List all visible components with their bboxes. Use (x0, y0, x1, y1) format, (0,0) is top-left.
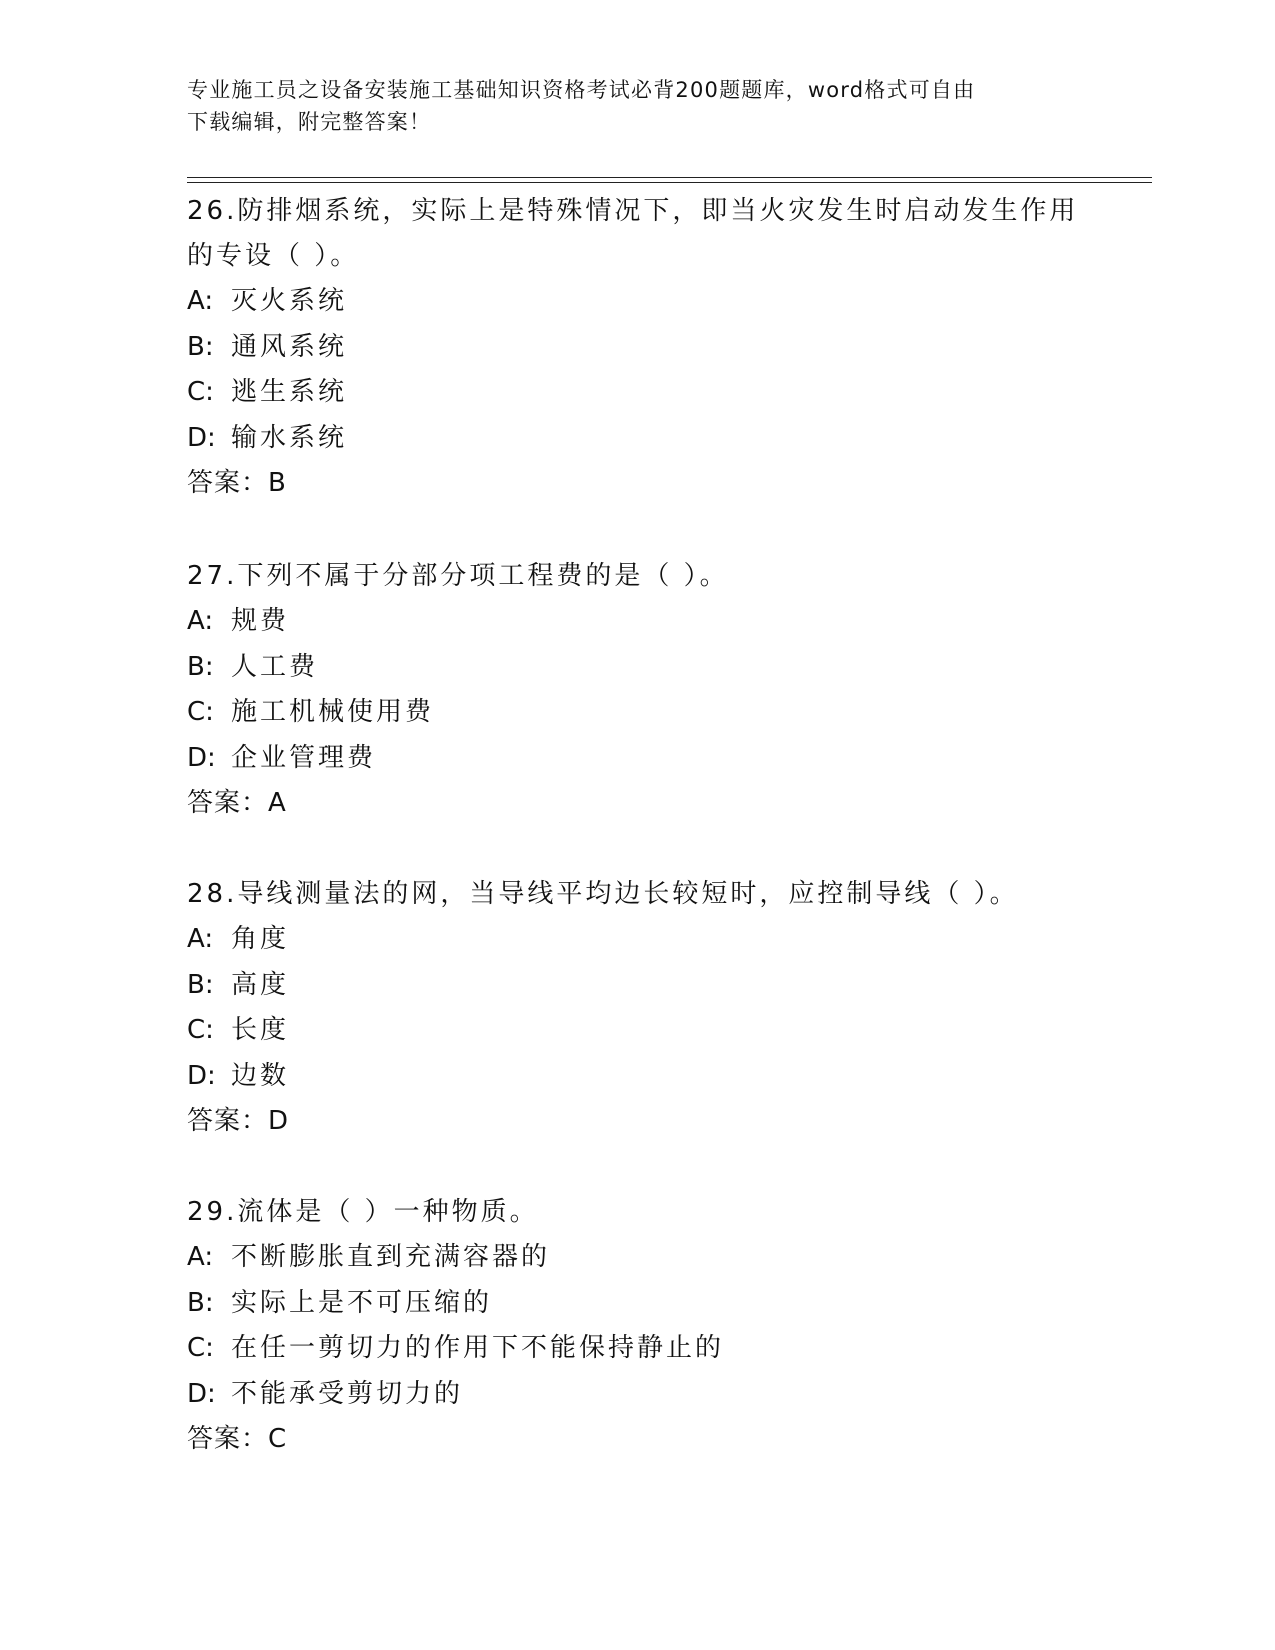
option-text: 通风系统 (231, 331, 348, 362)
option-letter: B: (187, 331, 214, 362)
option-text: 规费 (231, 606, 290, 636)
option-letter: A: (187, 286, 214, 316)
option-text: 在任一剪切力的作用下不能保持静止的 (231, 1333, 725, 1363)
option-letter: C: (187, 697, 214, 727)
option-letter: A: (187, 1242, 214, 1272)
option-letter: A: (187, 924, 214, 954)
option-c (187, 690, 1087, 736)
option-b (187, 963, 1087, 1009)
question-stem-line-1: 28.导线测量法的网，当导线平均边长较短时，应控制导线（ ）。 (187, 879, 1019, 909)
answer-line (187, 781, 1087, 827)
option-c (187, 1008, 1087, 1054)
option-a (187, 917, 1087, 963)
option-text: 角度 (231, 924, 290, 954)
option-text: 不断膨胀直到充满容器的 (231, 1242, 551, 1272)
option-letter: C: (187, 377, 214, 407)
answer-line (187, 461, 1087, 507)
answer-value: B (268, 468, 287, 498)
intro-line-2: 下载编辑，附完整答案！ (187, 110, 432, 134)
header-divider-top (187, 177, 1152, 178)
intro-line-1: 专业施工员之设备安装施工基础知识资格考试必背200题题库，word格式可自由 (187, 78, 976, 102)
answer-value: C (268, 1424, 288, 1454)
option-text: 施工机械使用费 (231, 697, 435, 727)
option-d (187, 1054, 1087, 1100)
option-text: 长度 (231, 1015, 290, 1045)
document-intro (187, 74, 1067, 138)
option-b (187, 1281, 1087, 1327)
question-26 (187, 189, 1087, 507)
question-29 (187, 1190, 1087, 1463)
question-stem-line-2: 的专设（ ）。 (187, 241, 360, 271)
option-text: 逃生系统 (231, 377, 348, 407)
answer-line (187, 1417, 1087, 1463)
option-letter: C: (187, 1015, 214, 1045)
option-text: 灭火系统 (231, 286, 348, 316)
option-text: 边数 (231, 1060, 290, 1091)
option-d (187, 736, 1087, 782)
option-letter: D: (187, 742, 216, 773)
option-text: 企业管理费 (231, 742, 377, 773)
question-stem-line-1: 27.下列不属于分部分项工程费的是（ ）。 (187, 561, 729, 591)
option-letter: B: (187, 1287, 214, 1318)
option-letter: B: (187, 651, 214, 682)
option-letter: D: (187, 1060, 216, 1091)
question-27 (187, 554, 1087, 827)
option-c (187, 370, 1087, 416)
answer-label: 答案： (187, 1106, 269, 1136)
answer-label: 答案： (187, 1424, 269, 1454)
answer-label: 答案： (187, 788, 269, 818)
option-letter: D: (187, 422, 216, 453)
option-c (187, 1326, 1087, 1372)
option-d (187, 1372, 1087, 1418)
question-28 (187, 872, 1087, 1145)
option-a (187, 1235, 1087, 1281)
option-text: 高度 (231, 969, 290, 1000)
option-letter: A: (187, 606, 214, 636)
option-letter: D: (187, 1378, 216, 1409)
option-text: 人工费 (231, 651, 319, 682)
option-text: 实际上是不可压缩的 (231, 1287, 493, 1318)
question-stem-line-1: 29.流体是（ ）一种物质。 (187, 1197, 539, 1227)
option-text: 输水系统 (231, 422, 348, 453)
option-letter: C: (187, 1333, 214, 1363)
option-a (187, 599, 1087, 645)
header-divider-bottom (187, 182, 1152, 183)
answer-line (187, 1099, 1087, 1145)
answer-value: A (268, 788, 287, 818)
option-b (187, 325, 1087, 371)
option-text: 不能承受剪切力的 (231, 1378, 464, 1409)
answer-value: D (268, 1106, 290, 1136)
question-stem-line-1: 26.防排烟系统，实际上是特殊情况下，即当火灾发生时启动发生作用 (187, 196, 1079, 226)
option-a (187, 279, 1087, 325)
option-letter: B: (187, 969, 214, 1000)
option-d (187, 416, 1087, 462)
answer-label: 答案： (187, 468, 269, 498)
option-b (187, 645, 1087, 691)
